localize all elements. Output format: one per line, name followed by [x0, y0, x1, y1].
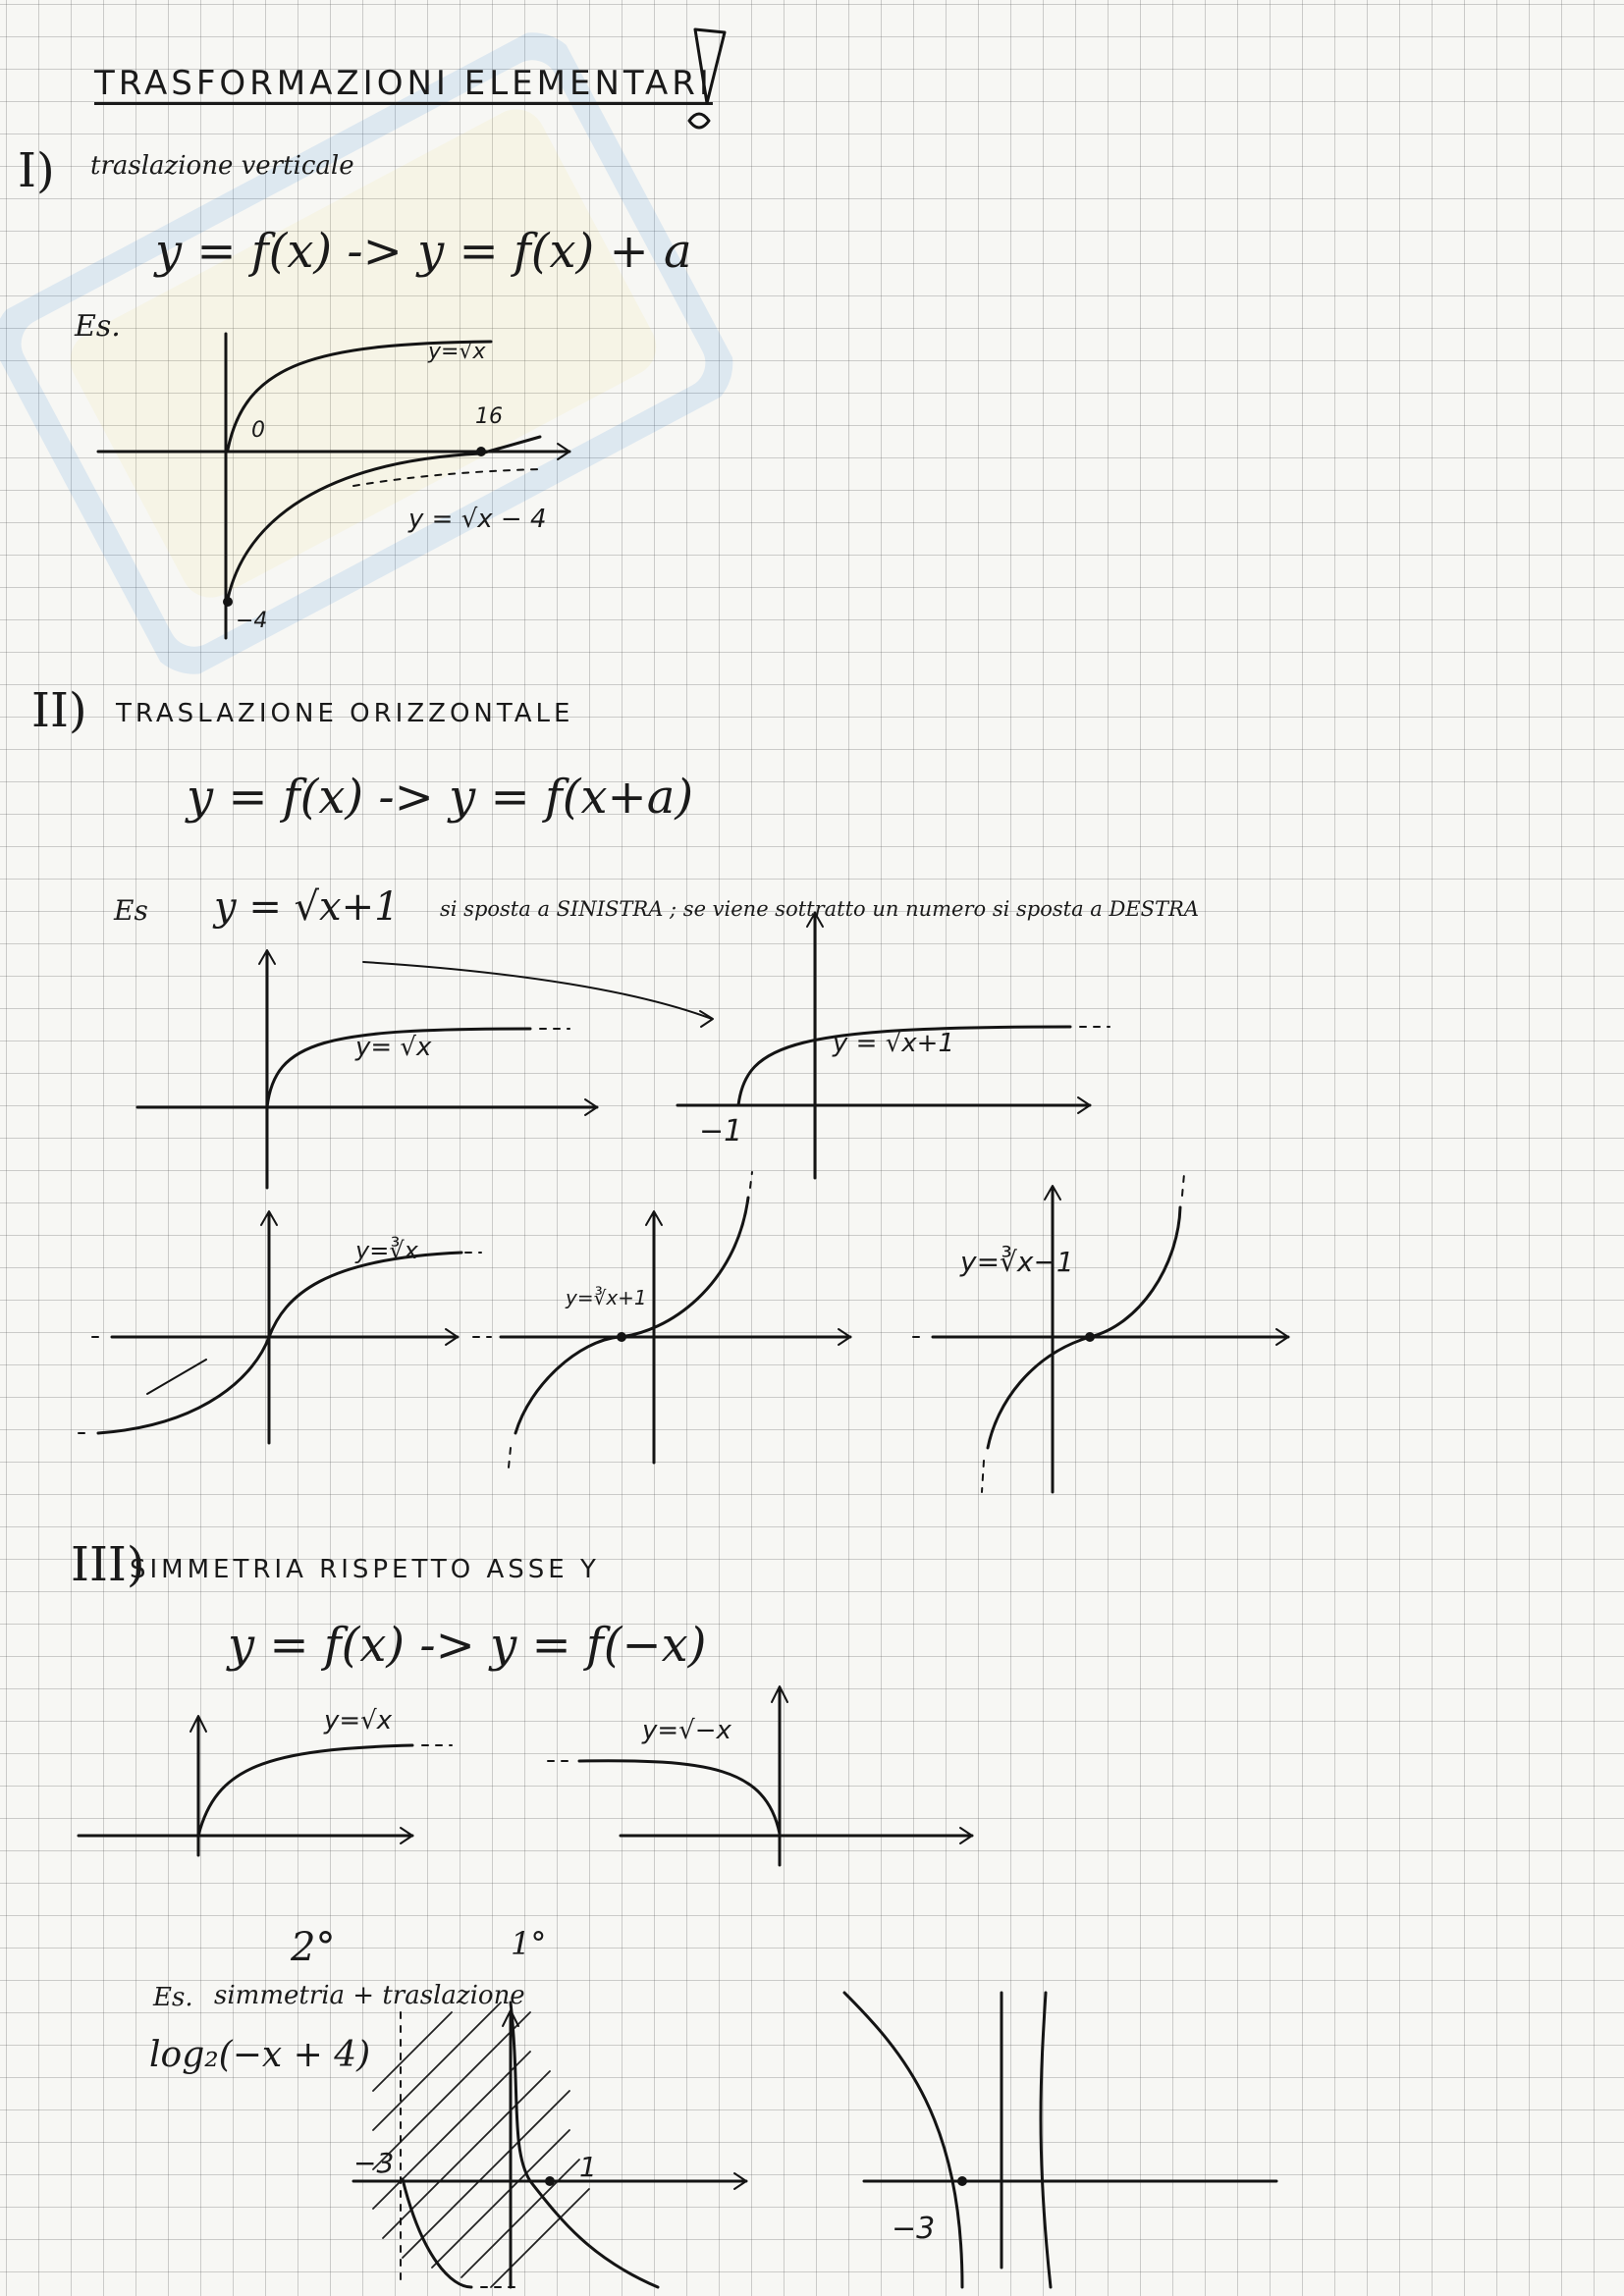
graph4-label-sqrt: y=√x: [324, 1706, 393, 1735]
section-2-example-label: Es: [114, 894, 148, 927]
graph2-label-minus1: −1: [699, 1114, 743, 1148]
graph1-label-shifted: y = √x − 4: [408, 505, 547, 534]
graph4-label-sqrt-neg: y=√−x: [642, 1716, 731, 1745]
section-2-example-note: si sposta a SINISTRA ; se viene sottratto un numero si sposta a DESTRA: [440, 897, 1200, 921]
graph2-label-sqrt-shift: y = √x+1: [833, 1029, 954, 1058]
section-3-number: III): [71, 1537, 145, 1592]
page-title: TRASFORMAZIONI ELEMENTARI: [94, 64, 713, 103]
graph-sqrt-pair: [128, 913, 1129, 1207]
graph1-label-x-intercept: 16: [475, 404, 503, 429]
graph-vertical-translation: [98, 324, 589, 658]
section-1-example-label: Es.: [75, 309, 121, 344]
step-1-label: 1°: [511, 1925, 547, 1962]
graph1-label-origin: 0: [251, 418, 265, 443]
exclamation-mark-icon: [668, 25, 736, 142]
graph-symmetry: [79, 1669, 1011, 1865]
section-1-number: I): [18, 143, 55, 198]
graph6-tick-minus3: −3: [892, 2212, 936, 2246]
graph3-label-cbrt: y=∛x: [355, 1237, 418, 1264]
section-2-number: II): [31, 683, 87, 738]
step-2-label: 2°: [291, 1925, 336, 1970]
section-3-formula: y = f(x) -> y = f(−x): [228, 1618, 707, 1673]
section-2-example-formula: y = √x+1: [214, 884, 400, 930]
graph5-tick-1: 1: [579, 2151, 597, 2183]
section-3-example-formula: log₂(−x + 4): [149, 2035, 371, 2075]
graph5-tick-minus3: −3: [353, 2147, 395, 2179]
section-1-formula: y = f(x) -> y = f(x) + a: [155, 224, 692, 279]
section-3-example-label: Es.: [153, 1983, 193, 2012]
graph1-label-sqrt: y=√x: [428, 340, 486, 364]
graph3-label-cbrt-plus1: y=∛x+1: [566, 1286, 647, 1309]
section-2-heading: TRASLAZIONE ORIZZONTALE: [116, 699, 574, 728]
graph2-label-sqrt: y= √x: [355, 1033, 432, 1062]
graph1-label-y-intercept: −4: [236, 609, 268, 633]
section-1-heading: traslazione verticale: [90, 151, 354, 181]
graph3-label-cbrt-minus1: y=∛x−1: [960, 1246, 1074, 1278]
graph-cbrt-triple: [69, 1168, 1296, 1502]
section-2-formula: y = f(x) -> y = f(x+a): [187, 770, 694, 825]
section-3-heading: SIMMETRIA RISPETTO ASSE Y: [130, 1555, 600, 1584]
graph-log-transform: [334, 1973, 1316, 2296]
section-3-example-note: simmetria + traslazione: [214, 1981, 525, 2010]
